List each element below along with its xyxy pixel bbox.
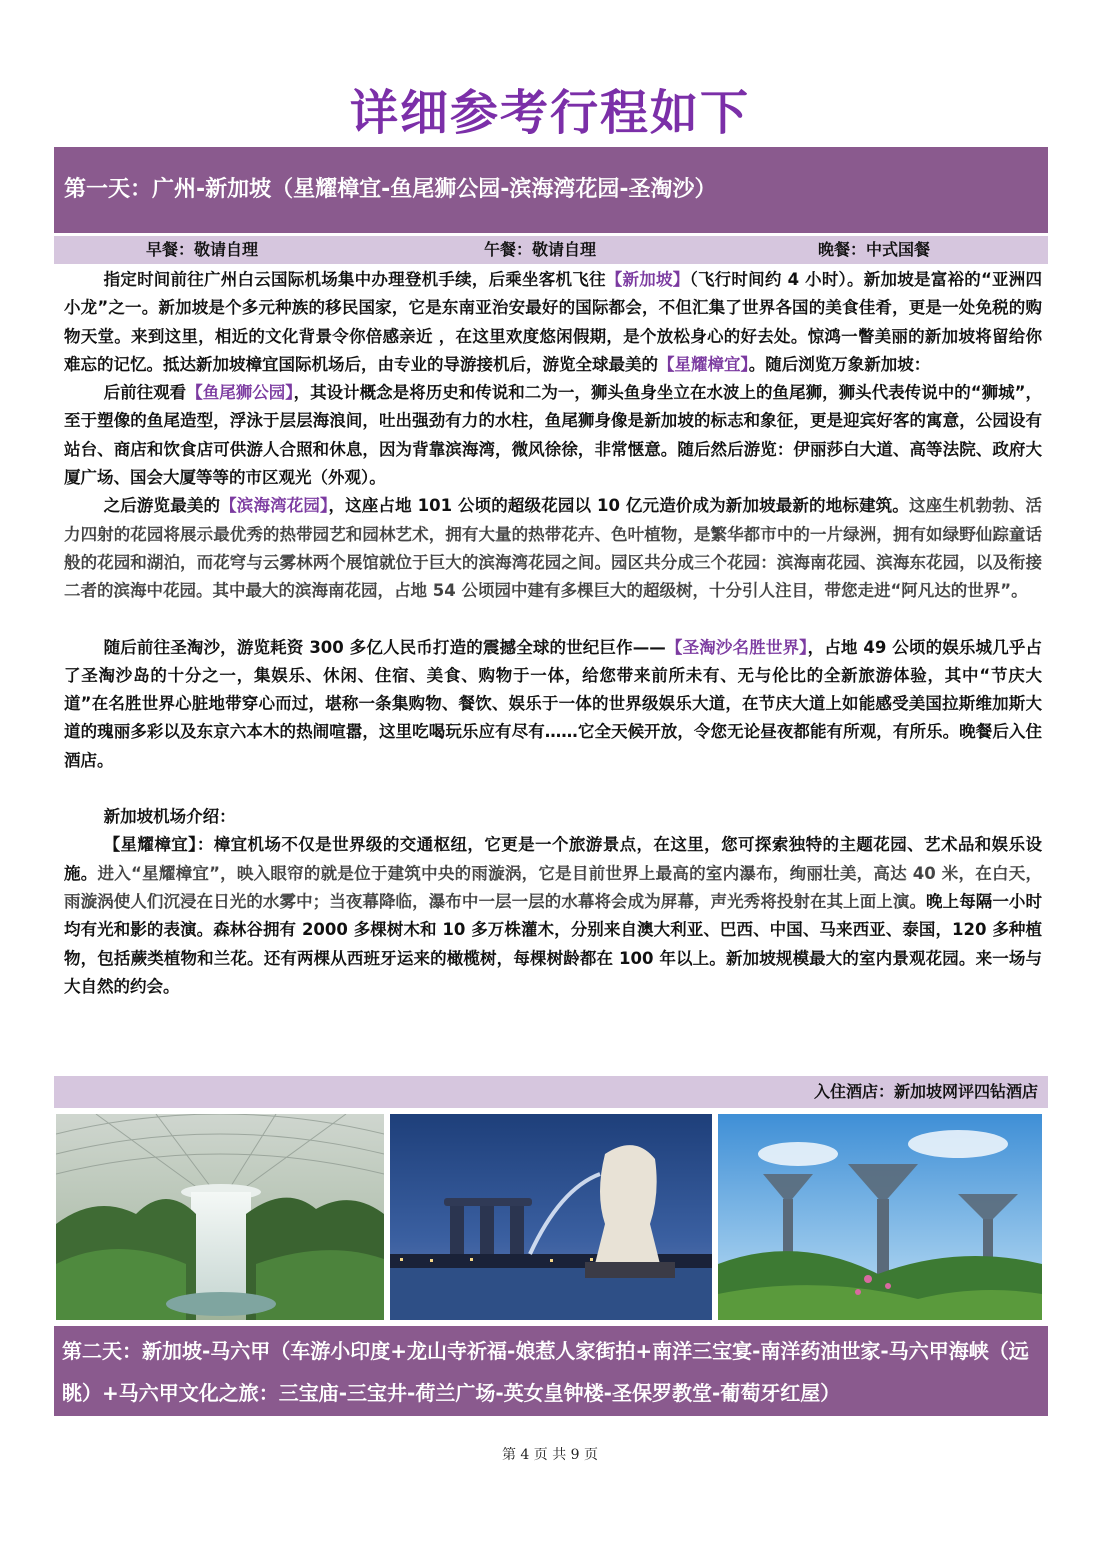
highlight-singapore: 【新加坡】 (605, 270, 690, 289)
day1-description (64, 266, 1042, 1001)
paragraph-arrival (64, 266, 1042, 379)
paragraph-airport-intro-title: 新加坡机场介绍： (103, 807, 236, 827)
text: 这座生机勃勃、活力四射的花园将展示最优秀的热带园艺和园林艺术，拥有大量的热带花卉、色叶植物，是繁华都市中的一片绿洲，拥有如绿野仙踪童话般的花园和湖泊，而花穹与云雾林两个展馆就位于巨大的滨海湾花园之间。园区共分成三个花园：滨海南花园、滨海东花园，以及衔接二者的滨海中花园。其中最大的滨海南花园，占地 54 公顷园中建有多棵巨大的超级树，十分引人注目，带您走进“阿凡达的世界”。 (64, 496, 1043, 601)
text: 随后前往圣淘沙，游览耗资 300 多亿人民币打造的震撼全球的世纪巨作—— (103, 637, 666, 657)
text: 后前往观看 (103, 383, 187, 403)
text: 。随后浏览万象新加坡： (748, 354, 931, 374)
paragraph-sentosa (64, 634, 1042, 775)
text: （飞行时间约 4 小时）。新加坡是富裕的“亚洲四小龙”之一。新加坡是个多元种族的移民国家，它是东南亚治安最好的国际都会，不但汇集了世界各国的美食佳肴，更是一处免税的购物天堂。来到这里，相近的文化背景令你倍感亲近 ，在这里欢度悠闲假期，是个放松身心的好去处。惊鸿一瞥美丽的新加坡将留给你难忘的记忆。抵达新加坡樟宜国际机场后，由专业的导游接机后，游览全球最美的 (64, 270, 1043, 374)
highlight-resorts-world-sentosa: 【圣淘沙名胜世界】 (665, 637, 808, 657)
hotel-bar: 入住酒店：新加坡网评四钻酒店 (54, 1076, 1048, 1108)
text: 指定时间前往广州白云国际机场集中办理登机手续，后乘坐客机飞往 (103, 270, 606, 289)
supertree-grove-photo (718, 1114, 1042, 1320)
paragraph-gardens (64, 492, 1042, 605)
day1-header: 第一天：广州-新加坡（星耀樟宜-鱼尾狮公园-滨海湾花园-圣淘沙） (54, 147, 1048, 233)
paragraph-merlion (64, 379, 1042, 492)
merlion-photo (390, 1114, 712, 1320)
meals-bar (54, 236, 1048, 264)
text: 晚上每隔一小时均有光和影的表演。森林谷拥有 2000 多棵树木和 10 多万株灌木，分别来自澳大利亚、巴西、中国、马来西亚、泰国，120 多种植物，包括蕨类植物和兰花。还有两棵从西班牙运来的橄榄树，每棵树龄都在 100 年以上。新加坡规模最大的室内景观花园。来一场与大自然的约会。 (64, 891, 1043, 996)
text: ，占地 49 公顷的娱乐城几乎占了圣淘沙岛的十分之一，集娱乐、休闲、住宿、美食、购物于一体，给您带来前所未有、无与伦比的全新旅游体验，其中“节庆大道”在名胜世界心脏地带穿心而过，堪称一条集购物、餐饮、娱乐于一体的世界级娱乐大道，在节庆大道上如能感受美国拉斯维加斯大道的瑰丽多彩以及东京六本木的热闹喧嚣，这里吃喝玩乐应有尽有……它全天候开放，令您无论昼夜都能有所观，有所乐。晚餐后入住酒店。 (64, 637, 1043, 770)
text: 之后游览最美的 (103, 496, 221, 516)
text: ，其设计概念是将历史和传说和二为一，狮头鱼身坐立在水波上的鱼尾狮，狮头代表传说中的“狮城”，至于塑像的鱼尾造型，浮泳于层层海浪间，吐出强劲有力的水柱，鱼尾狮身像是新加坡的标志和象征，更是迎宾好客的寓意，公园设有站台、商店和饮食店可供游人合照和休息，因为背靠滨海湾，微风徐徐，非常惬意。随后然后游览：伊丽莎白大道、高等法院、政府大厦广场、国会大厦等等的市区观光（外观）。 (64, 383, 1043, 488)
highlight-gardens-by-the-bay: 【滨海湾花园】 (220, 496, 329, 516)
jewel-changi-photo (56, 1114, 384, 1320)
text: 【星耀樟宜】：樟宜机场不仅是世界级的交通枢纽，它更是一个旅游景点，在这里，您可探索独特的主题花园、艺术品和娱乐设施。 (64, 835, 1042, 883)
highlight-merlion-park: 【鱼尾狮公园】 (186, 383, 294, 403)
day2-header: 第二天：新加坡-马六甲（车游小印度+龙山寺祈福-娘惹人家街拍+南洋三宝宴-南洋药油世家-马六甲海峡（远眺）+马六甲文化之旅：三宝庙-三宝井-荷兰广场-英女皇钟楼-圣保罗教堂-葡萄牙红屋） (54, 1326, 1048, 1416)
dinner-label: 晚餐：中式国餐 (818, 240, 931, 259)
lunch-label: 午餐：敬请自理 (484, 240, 597, 259)
page-title: 详细参考行程如下 (349, 85, 750, 141)
page-footer: 第 4 页 共 9 页 (501, 1447, 599, 1463)
breakfast-label: 早餐：敬请自理 (146, 240, 259, 259)
highlight-jewel-changi: 【星耀樟宜】 (658, 354, 749, 374)
text: ，这座占地 101 公顷的超级花园以 10 亿元造价成为新加坡最新的地标建筑。 (328, 496, 909, 516)
text: 进入“星耀樟宜”，映入眼帘的就是位于建筑中央的雨漩涡，它是目前世界上最高的室内瀑布，绚丽壮美，高达 40 米，在白天，雨漩涡使人们沉浸在日光的水雾中；当夜幕降临，瀑布中一层一层的水幕将会成为屏幕，声光秀将投射在其上面上演。 (64, 863, 1043, 911)
paragraph-airport-intro (64, 831, 1042, 1001)
